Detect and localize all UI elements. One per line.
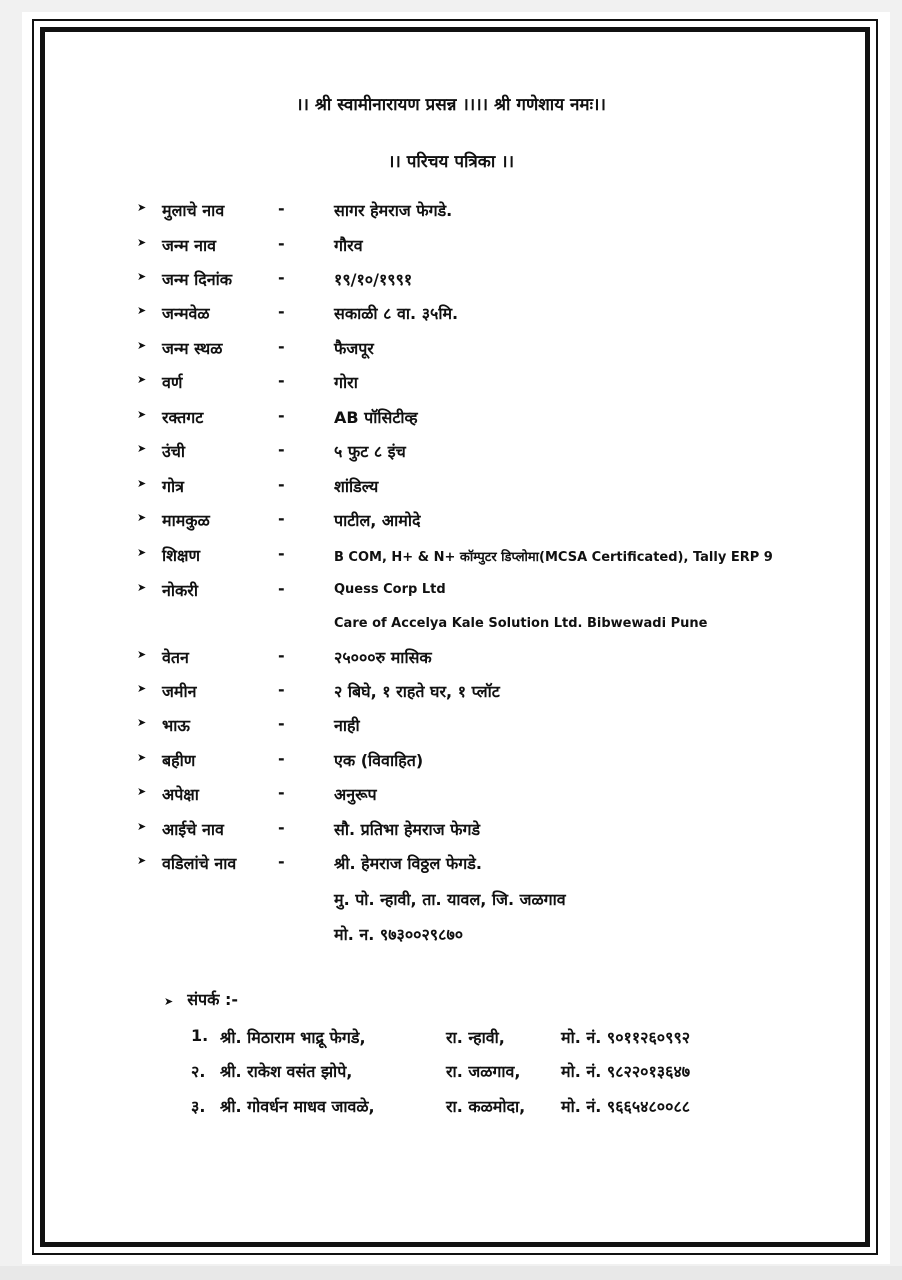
detail-value: AB पॉसिटीव्ह (334, 408, 418, 427)
bullet-arrow-icon: ➤ (137, 236, 147, 249)
detail-separator: - (278, 406, 285, 425)
contact-row (0, 1060, 902, 1090)
contact-number: ३. (191, 1097, 206, 1116)
contact-phone: मो. नं. ९०११२६०९९२ (561, 1028, 691, 1047)
mobile-line: मो. न. ९७३००२९८७० (334, 925, 464, 944)
detail-row (0, 268, 902, 298)
detail-row (0, 544, 902, 574)
contact-row (0, 1095, 902, 1125)
detail-value: २५०००रु मासिक (334, 648, 432, 667)
viewer-bottom-bar (0, 1266, 902, 1280)
detail-value: गौरव (334, 236, 363, 255)
bullet-arrow-icon: ➤ (137, 511, 147, 524)
detail-label: नोकरी (162, 581, 199, 600)
detail-label: वर्ण (162, 373, 183, 392)
detail-value: एक (विवाहित) (334, 751, 424, 770)
detail-row (0, 337, 902, 367)
detail-row (0, 302, 902, 332)
detail-row (0, 852, 902, 882)
detail-label: मामकुळ (162, 511, 210, 530)
detail-separator: - (278, 302, 285, 321)
job-location-line: Care of Accelya Kale Solution Ltd. Bibwewadi Pune (334, 616, 708, 631)
detail-row (0, 440, 902, 470)
bullet-arrow-icon: ➤ (137, 373, 147, 386)
detail-row (0, 818, 902, 848)
detail-separator: - (278, 783, 285, 802)
detail-row (0, 579, 902, 609)
detail-label: मुलाचे नाव (162, 201, 225, 220)
bullet-arrow-icon: ➤ (137, 820, 147, 833)
detail-separator: - (278, 818, 285, 837)
detail-label: शिक्षण (162, 546, 201, 565)
bullet-arrow-icon: ➤ (137, 477, 147, 490)
detail-row (0, 714, 902, 744)
contact-town: रा. न्हावी, (446, 1028, 505, 1047)
detail-row (0, 199, 902, 229)
contact-name: श्री. मिठाराम भाद्रू फेगडे, (220, 1028, 366, 1047)
bullet-arrow-icon: ➤ (137, 581, 147, 594)
document-title: ।। परिचय पत्रिका ।। (387, 152, 515, 172)
detail-row (0, 406, 902, 436)
contact-name: श्री. गोवर्धन माधव जावळे, (220, 1097, 375, 1116)
bullet-arrow-icon: ➤ (137, 442, 147, 455)
detail-separator: - (278, 646, 285, 665)
invocation-line: ।। श्री स्वामीनारायण प्रसन्न ।।।। श्री गणेशाय नमः।। (296, 95, 606, 115)
contact-town: रा. कळमोदा, (446, 1097, 526, 1116)
detail-separator: - (278, 337, 285, 356)
contact-phone: मो. नं. ९६६५४८००८८ (561, 1097, 691, 1116)
address-line: मु. पो. न्हावी, ता. यावल, जि. जळगाव (334, 890, 566, 909)
detail-row (0, 646, 902, 676)
detail-separator: - (278, 544, 285, 563)
detail-value: ५ फुट ८ इंच (334, 442, 406, 461)
detail-row (0, 783, 902, 813)
bullet-arrow-icon: ➤ (164, 995, 174, 1008)
detail-value: अनुरूप (334, 785, 377, 804)
detail-value: सौ. प्रतिभा हेमराज फेगडे (334, 820, 481, 839)
detail-separator: - (278, 509, 285, 528)
detail-value: Quess Corp Ltd (334, 582, 446, 597)
detail-row (0, 371, 902, 401)
bullet-arrow-icon: ➤ (137, 339, 147, 352)
detail-label: बहीण (162, 751, 196, 770)
detail-label: गोत्र (162, 477, 184, 496)
bullet-arrow-icon: ➤ (137, 408, 147, 421)
detail-label: वेतन (162, 648, 189, 667)
bullet-arrow-icon: ➤ (137, 785, 147, 798)
contact-heading-label: संपर्क :- (187, 990, 239, 1009)
detail-value: सागर हेमराज फेगडे. (334, 201, 453, 220)
detail-value: १९/१०/१९९१ (334, 270, 413, 289)
detail-label: उंची (162, 442, 186, 461)
bullet-arrow-icon: ➤ (137, 201, 147, 214)
detail-label: जन्म नाव (162, 236, 217, 255)
detail-value: २ बिघे, १ राहते घर, १ प्लॉट (334, 682, 500, 701)
detail-row (0, 749, 902, 779)
detail-label: आईचे नाव (162, 820, 224, 839)
bullet-arrow-icon: ➤ (137, 270, 147, 283)
detail-separator: - (278, 440, 285, 459)
detail-row (0, 680, 902, 710)
contact-name: श्री. राकेश वसंत झोपे, (220, 1062, 353, 1081)
detail-label: रक्तगट (162, 408, 204, 427)
detail-label: अपेक्षा (162, 785, 199, 804)
detail-separator: - (278, 749, 285, 768)
detail-label: जन्मवेळ (162, 304, 210, 323)
detail-separator: - (278, 579, 285, 598)
detail-label: भाऊ (162, 716, 190, 735)
detail-separator: - (278, 371, 285, 390)
detail-value: नाही (334, 716, 360, 735)
detail-separator: - (278, 199, 285, 218)
detail-row (0, 509, 902, 539)
detail-value: फैजपूर (334, 339, 374, 358)
contact-phone: मो. नं. ९८२२०१३६४७ (561, 1062, 691, 1081)
contact-heading (164, 988, 238, 1010)
contact-row (0, 1026, 902, 1056)
detail-label: जन्म स्थळ (162, 339, 223, 358)
detail-separator: - (278, 852, 285, 871)
detail-separator: - (278, 234, 285, 253)
bullet-arrow-icon: ➤ (137, 304, 147, 317)
detail-separator: - (278, 680, 285, 699)
detail-separator: - (278, 714, 285, 733)
detail-value: श्री. हेमराज विठ्ठल फेगडे. (334, 854, 482, 873)
detail-label: वडिलांचे नाव (162, 854, 237, 873)
bullet-arrow-icon: ➤ (137, 716, 147, 729)
contact-number: २. (191, 1062, 206, 1081)
detail-label: जमीन (162, 682, 197, 701)
detail-row (0, 475, 902, 505)
detail-value: शांडिल्य (334, 477, 379, 496)
detail-value: गोरा (334, 373, 358, 392)
contact-town: रा. जळगाव, (446, 1062, 521, 1081)
detail-value: B COM, H+ & N+ कॉम्पुटर डिप्लोमा(MCSA Certificated), Tally ERP 9 (334, 550, 773, 565)
detail-row (0, 234, 902, 264)
detail-label: जन्म दिनांक (162, 270, 233, 289)
bullet-arrow-icon: ➤ (137, 751, 147, 764)
bullet-arrow-icon: ➤ (137, 648, 147, 661)
bullet-arrow-icon: ➤ (137, 682, 147, 695)
bullet-arrow-icon: ➤ (137, 546, 147, 559)
detail-value: सकाळी ८ वा. ३५मि. (334, 304, 459, 323)
contact-number: 1. (191, 1026, 209, 1045)
detail-value: पाटील, आमोदे (334, 511, 421, 530)
detail-separator: - (278, 475, 285, 494)
detail-separator: - (278, 268, 285, 287)
bullet-arrow-icon: ➤ (137, 854, 147, 867)
